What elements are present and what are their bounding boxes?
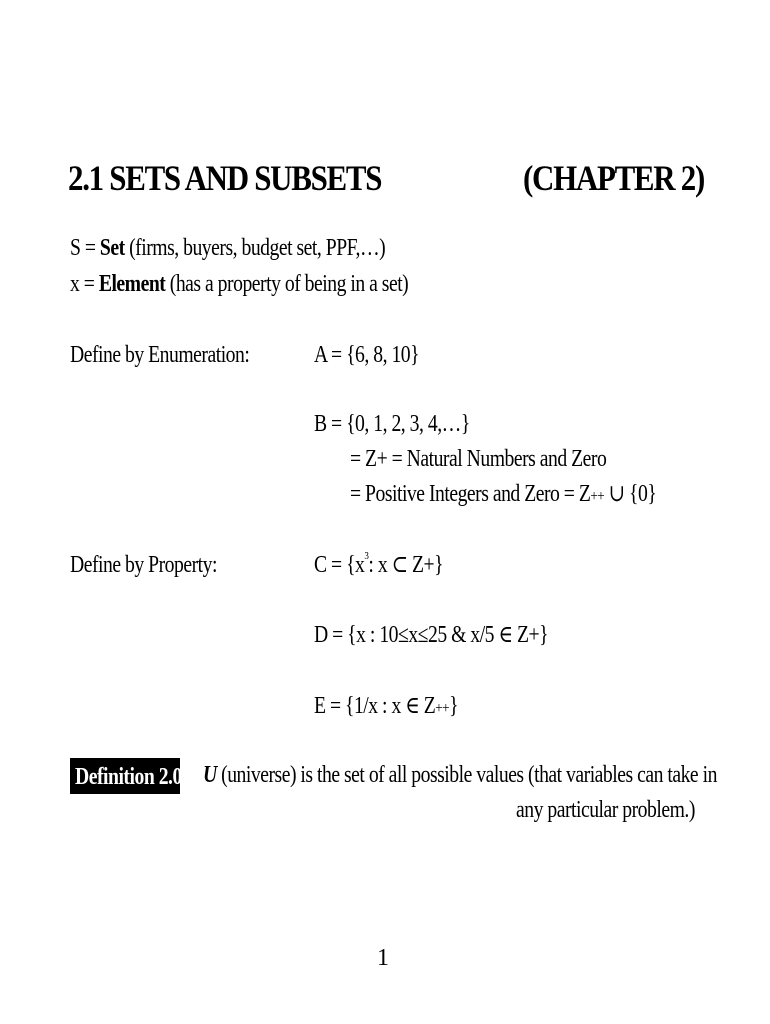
definition-term-universe: U (203, 762, 217, 788)
set-prefix: S = (70, 235, 100, 261)
section-title: 2.1 SETS AND SUBSETS (68, 158, 382, 198)
set-c-condition: : x ⊂ Z+} (368, 552, 444, 578)
property-label: Define by Property: (70, 552, 217, 578)
set-e-close: } (449, 693, 459, 719)
definition-badge (70, 758, 180, 794)
definition-text: (universe) is the set of all possible values (that variables can take in (216, 762, 717, 788)
definition-text-line2: any particular problem.) (516, 797, 695, 823)
element-term: Element (98, 271, 166, 297)
element-description: (has a property of being in a set) (165, 271, 409, 297)
set-c-text: C = {x (314, 552, 365, 578)
set-b: B = {0, 1, 2, 3, 4,…} (314, 411, 470, 437)
set-b-positive-integers (350, 482, 656, 506)
set-description: (firms, buyers, budget set, PPF,…) (124, 235, 386, 261)
set-term: Set (99, 235, 125, 261)
page-number: 1 (377, 945, 389, 971)
set-a: A = {6, 8, 10} (314, 342, 420, 368)
definition-badge-label: Definition 2.0 (75, 764, 182, 790)
set-b-line3-text: = Positive Integers and Zero = Z (350, 481, 591, 507)
set-b-line3-union: ∪ {0} (604, 481, 657, 507)
set-definition-line (70, 236, 385, 260)
set-c (314, 550, 444, 578)
element-prefix: x = (70, 271, 99, 297)
set-b-line3-subscript: ++ (590, 488, 605, 505)
set-e-text: E = {1/x : x ∈ Z (314, 693, 436, 719)
chapter-label: (CHAPTER 2) (523, 158, 705, 198)
set-c-exponent: 3 (364, 550, 369, 562)
element-definition-line (70, 272, 408, 296)
set-e-subscript: ++ (435, 700, 450, 717)
set-b-natural-numbers: = Z+ = Natural Numbers and Zero (350, 446, 607, 472)
definition-text-line1 (203, 763, 717, 787)
set-d: D = {x : 10≤x≤25 & x/5 ∈ Z+} (314, 622, 549, 648)
enumeration-label: Define by Enumeration: (70, 342, 250, 368)
set-e (314, 694, 458, 718)
